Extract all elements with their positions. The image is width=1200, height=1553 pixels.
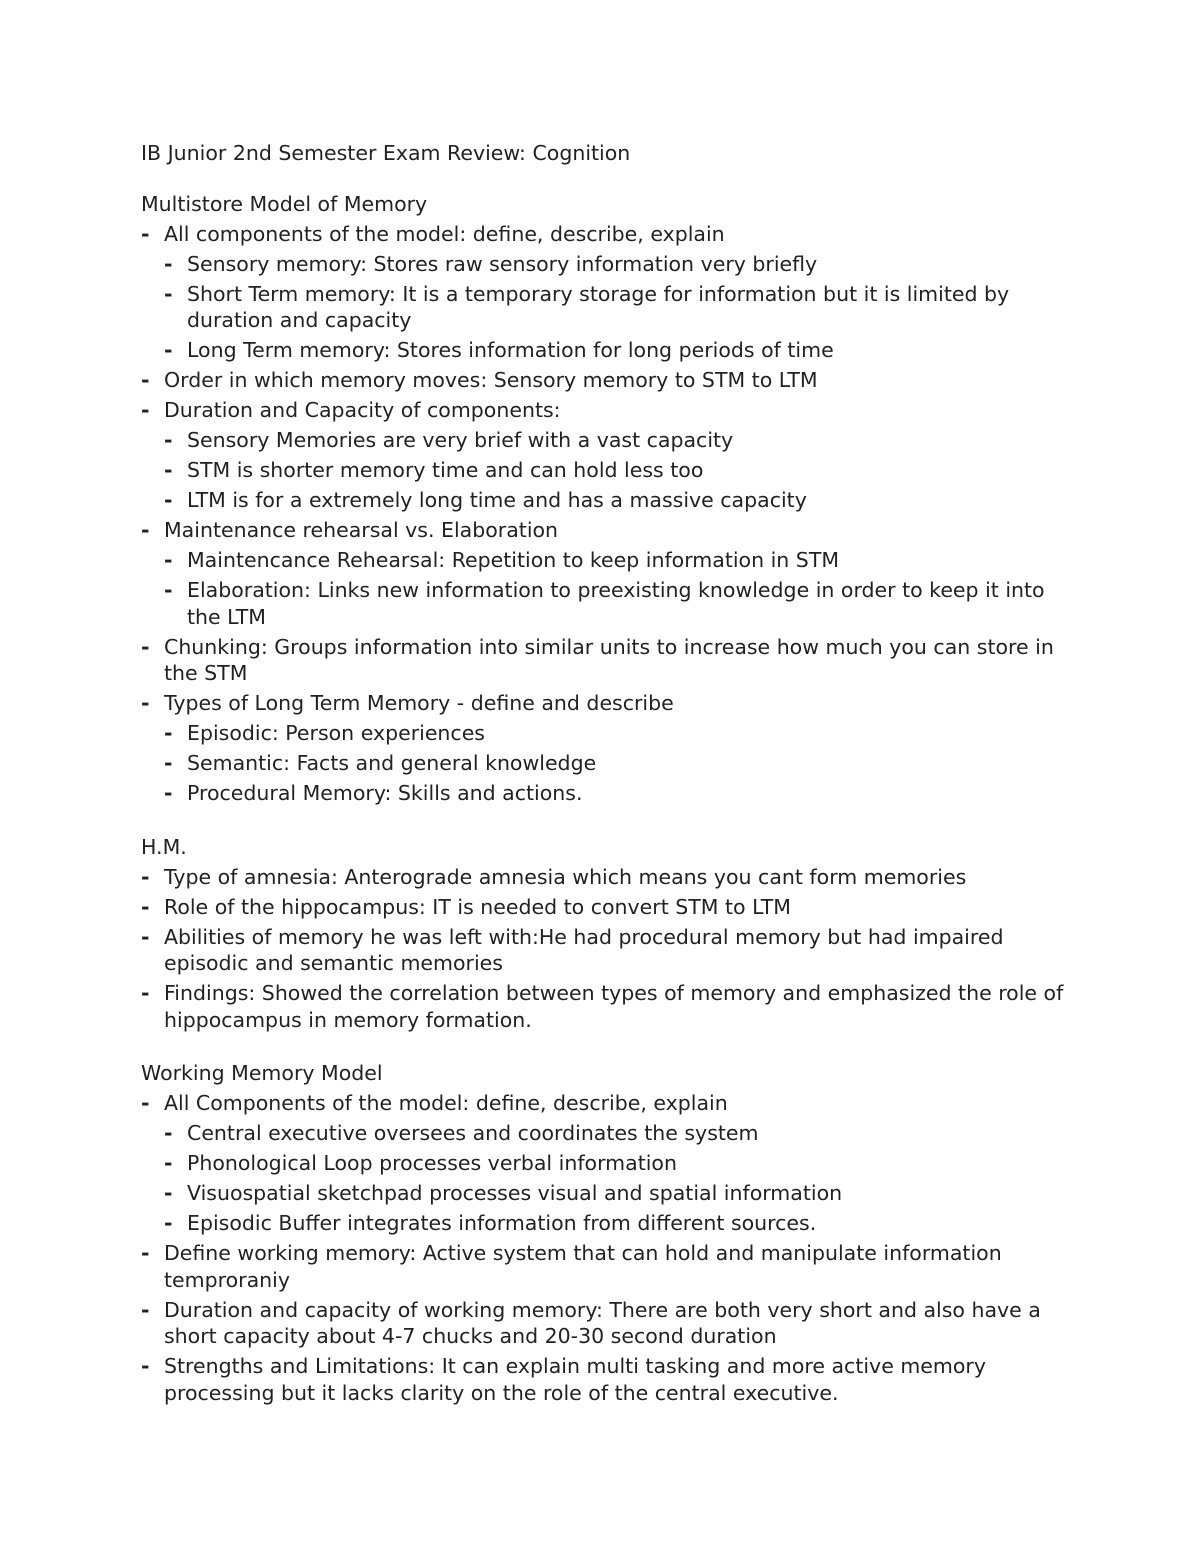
list-item-text: Elaboration: Links new information to preexisting knowledge in order to keep it into the LTM	[187, 578, 1045, 629]
list-item-text: Duration and Capacity of components:	[164, 398, 561, 422]
list-item-text: Strengths and Limitations: It can explain multi tasking and more active memory processing but it lacks clarity on the role of the central executive.	[164, 1354, 986, 1405]
bullet-dash-icon: -	[141, 924, 150, 949]
list-item	[141, 924, 1081, 977]
section-heading: Working Memory Model	[141, 1061, 383, 1085]
list-item	[141, 517, 1081, 544]
list-item-text: STM is shorter memory time and can hold less too	[187, 458, 704, 482]
bullet-dash-icon: -	[164, 721, 173, 745]
sub-list-item	[141, 577, 1081, 630]
bullet-dash-icon: -	[141, 691, 150, 715]
bullet-dash-icon: -	[141, 1297, 150, 1322]
list-item	[141, 397, 1081, 424]
bullet-dash-icon: -	[164, 428, 173, 452]
bullet-dash-icon: -	[141, 398, 150, 422]
list-item	[141, 1353, 1081, 1406]
bullet-dash-icon: -	[141, 368, 150, 392]
list-item-text: Sensory memory: Stores raw sensory information very briefly	[187, 251, 818, 276]
bullet-dash-icon: -	[164, 548, 173, 572]
bullet-dash-icon: -	[141, 1091, 150, 1115]
sub-list-item	[141, 547, 1081, 574]
sub-list-item	[141, 281, 1081, 334]
list-item-text: LTM is for a extremely long time and has a massive capacity	[187, 488, 807, 512]
bullet-dash-icon: -	[141, 221, 150, 246]
sub-list-item	[141, 1120, 1081, 1147]
list-item-text: Order in which memory moves: Sensory memory to STM to LTM	[164, 368, 818, 392]
sub-list-item	[141, 720, 1081, 747]
list-item	[141, 690, 1081, 717]
bullet-dash-icon: -	[164, 281, 173, 306]
bullet-dash-icon: -	[141, 518, 150, 542]
bullet-dash-icon: -	[164, 781, 173, 805]
bullet-dash-icon: -	[141, 634, 150, 659]
list-item	[141, 1240, 1081, 1293]
document-body	[141, 140, 1081, 1433]
list-item-text: All Components of the model: define, describe, explain	[164, 1091, 728, 1115]
list-item-text: Findings: Showed the correlation between types of memory and emphasized the role of hippocampus in memory formation.	[164, 981, 1064, 1032]
bullet-dash-icon: -	[164, 751, 173, 775]
sub-list-item	[141, 1180, 1081, 1207]
section	[141, 834, 1081, 1034]
sub-list-item	[141, 337, 1081, 364]
list-item	[141, 980, 1081, 1033]
list-item-text: Long Term memory: Stores information for long periods of time	[187, 338, 834, 362]
list-item-text: Visuospatial sketchpad processes visual and spatial information	[187, 1181, 843, 1205]
document-title: IB Junior 2nd Semester Exam Review: Cognition	[141, 141, 631, 165]
section-heading: H.M.	[141, 834, 187, 859]
list-item-text: Episodic: Person experiences	[187, 721, 485, 745]
list-item-text: Chunking: Groups information into similar units to increase how much you can store in the STM	[164, 634, 1054, 685]
list-item	[141, 1297, 1081, 1350]
list-item	[141, 864, 1081, 891]
list-item-text: Role of the hippocampus: IT is needed to convert STM to LTM	[164, 894, 791, 919]
list-item-text: Episodic Buffer integrates information from different sources.	[187, 1211, 817, 1235]
bullet-dash-icon: -	[141, 1354, 150, 1378]
list-item	[141, 634, 1081, 687]
sub-list-item	[141, 251, 1081, 278]
list-item-text: Type of amnesia: Anterograde amnesia which means you cant form memories	[164, 864, 967, 889]
bullet-dash-icon: -	[141, 894, 150, 919]
bullet-dash-icon: -	[141, 1241, 150, 1265]
section	[141, 191, 1081, 807]
bullet-dash-icon: -	[164, 1211, 173, 1235]
bullet-dash-icon: -	[164, 488, 173, 512]
list-item-text: Semantic: Facts and general knowledge	[187, 751, 597, 775]
list-item-text: Procedural Memory: Skills and actions.	[187, 781, 583, 805]
list-item-text: Sensory Memories are very brief with a vast capacity	[187, 428, 734, 452]
bullet-dash-icon: -	[164, 1121, 173, 1145]
sub-list-item	[141, 427, 1081, 454]
bullet-dash-icon: -	[164, 458, 173, 482]
bullet-dash-icon: -	[141, 981, 150, 1005]
list-item	[141, 221, 1081, 248]
bullet-dash-icon: -	[164, 251, 173, 276]
list-item-text: Maintenance rehearsal vs. Elaboration	[164, 518, 559, 542]
sub-list-item	[141, 1210, 1081, 1237]
document-sections	[141, 191, 1081, 1407]
bullet-dash-icon: -	[164, 338, 173, 362]
section-heading: Multistore Model of Memory	[141, 191, 428, 216]
list-item-text: Phonological Loop processes verbal information	[187, 1151, 677, 1175]
bullet-dash-icon: -	[164, 1181, 173, 1205]
list-item-text: Define working memory: Active system that can hold and manipulate information temproraniy	[164, 1241, 1002, 1292]
section	[141, 1060, 1081, 1406]
sub-list-item	[141, 487, 1081, 514]
bullet-dash-icon: -	[164, 578, 173, 602]
sub-list-item	[141, 1150, 1081, 1177]
list-item-text: Abilities of memory he was left with:He had procedural memory but had impaired episodic and semantic memories	[164, 924, 1004, 975]
list-item-text: All components of the model: define, describe, explain	[164, 221, 725, 246]
list-item-text: Duration and capacity of working memory: There are both very short and also have a short capacity about 4-7 chucks and 20-30 second duration	[164, 1297, 1041, 1348]
list-item	[141, 367, 1081, 394]
list-item	[141, 894, 1081, 921]
list-item-text: Types of Long Term Memory - define and describe	[164, 691, 674, 715]
list-item	[141, 1090, 1081, 1117]
list-item-text: Central executive oversees and coordinates the system	[187, 1121, 759, 1145]
list-item-text: Maintencance Rehearsal: Repetition to keep information in STM	[187, 548, 840, 572]
list-item-text: Short Term memory: It is a temporary storage for information but it is limited by duration and capacity	[187, 281, 1010, 332]
sub-list-item	[141, 457, 1081, 484]
sub-list-item	[141, 750, 1081, 777]
sub-list-item	[141, 780, 1081, 807]
bullet-dash-icon: -	[164, 1151, 173, 1175]
bullet-dash-icon: -	[141, 864, 150, 889]
